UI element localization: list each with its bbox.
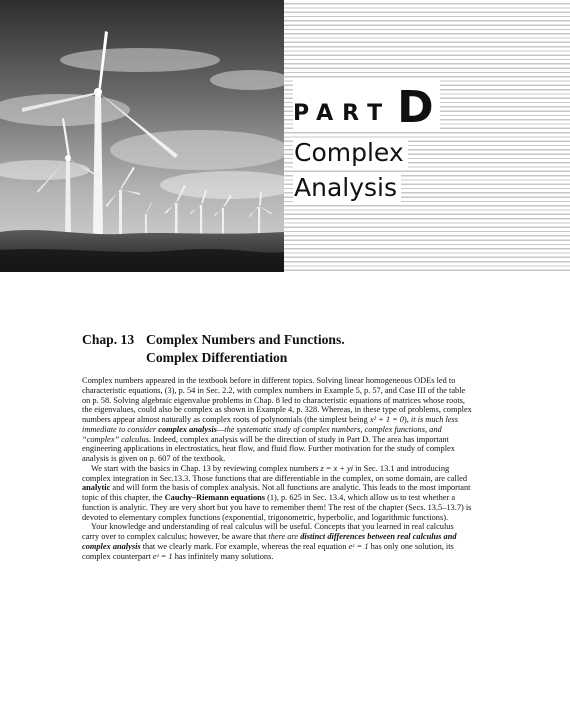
italic-run: —the systematic study of complex numbers, complex functions, and “complex” calculus.	[82, 424, 442, 444]
bold-italic-term: complex analysis	[158, 424, 217, 434]
chapter-title-line1: Complex Numbers and Functions.	[146, 332, 345, 347]
text-run: and will form the basis of complex analysis. Not all functions are analytic. This leads to the most important topic of this chapter, the	[82, 483, 471, 502]
text-run: (1), p. 625 in Sec. 13.4, which allow us to test whether a function is analytic. They are very short but you have to remember them! The rest of the chapter (Secs. 13.5–13.7) is devoted to elementary complex functions (exponential, trigonometric, hyperbolic, and logarithmic functions).	[82, 493, 472, 522]
text-run: Your knowledge and understanding of real calculus will be useful. Concepts that you learned in real calculus carry over to complex calculus; however, be aware that	[82, 522, 454, 541]
text-run: We start with the basics in Chap. 13 by reviewing complex numbers	[91, 463, 321, 473]
paragraph-1	[82, 376, 472, 464]
part-title-line2: Analysis	[293, 173, 401, 203]
part-title-line1: Complex	[293, 138, 408, 168]
chapter-number: Chap. 13	[82, 332, 135, 347]
equation: x² + 1 = 0	[369, 415, 404, 424]
text-run: ),	[403, 415, 411, 424]
paragraph-3	[82, 522, 472, 561]
italic-run: there are	[268, 532, 301, 541]
bold-term: analytic	[82, 483, 111, 493]
text-run: in Sec. 13.1 and introducing complex integration in Sec.13.3. Those functions that are differentiable in the complex, on some domain, are called	[82, 463, 468, 483]
text-run: has infinitely many solutions.	[172, 551, 274, 561]
paragraph-2	[82, 464, 472, 523]
chapter-title-line2: Complex Differentiation	[146, 350, 288, 365]
italic-run: it is much less immediate to consider	[82, 415, 458, 434]
equation: z = x + yi	[320, 463, 354, 473]
bold-italic-term: distinct differences between real calculus and complex analysis	[82, 532, 457, 551]
part-letter: D	[397, 82, 434, 133]
bold-term: Cauchy–Riemann equations	[164, 493, 265, 502]
text-run: Indeed, complex analysis will be the direction of study in Part D. The area has important engineering applications in electrostatics, heat flow, and fluid flow. Further motivation for the study of complex analysis is given on p. 607 of the textbook.	[82, 434, 455, 463]
text-run: has only one solution, its complex counterpart	[82, 541, 454, 561]
text-run: Complex numbers appeared in the textbook before in different topics. Solving linear homogeneous ODEs led to characteristic equations, (3), p. 54 in Sec. 2.2, with complex numbers in Example 5, p. 57, and Case III of the table on p. 58. Solving algebraic eigenvalue problems in Chap. 8 led to characteristic equations of matrices whose roots, the eigenvalues, could also be complex as shown in Example 4, p. 328. Whereas, in these type of problems, complex numbers appear almost naturally as complex roots of polynomials (the simplest being	[82, 376, 472, 424]
part-label	[293, 80, 440, 133]
lined-title-panel	[284, 0, 570, 272]
text-run: that we clearly mark. For example, whereas the real equation	[140, 541, 349, 551]
equation: eˣ = 1	[348, 541, 369, 551]
part-word: PART	[293, 101, 392, 126]
equation: eᶻ = 1	[152, 551, 173, 561]
chapter-heading	[82, 331, 345, 367]
wind-turbines-photo	[0, 0, 284, 272]
chapter-intro-text	[82, 376, 472, 561]
